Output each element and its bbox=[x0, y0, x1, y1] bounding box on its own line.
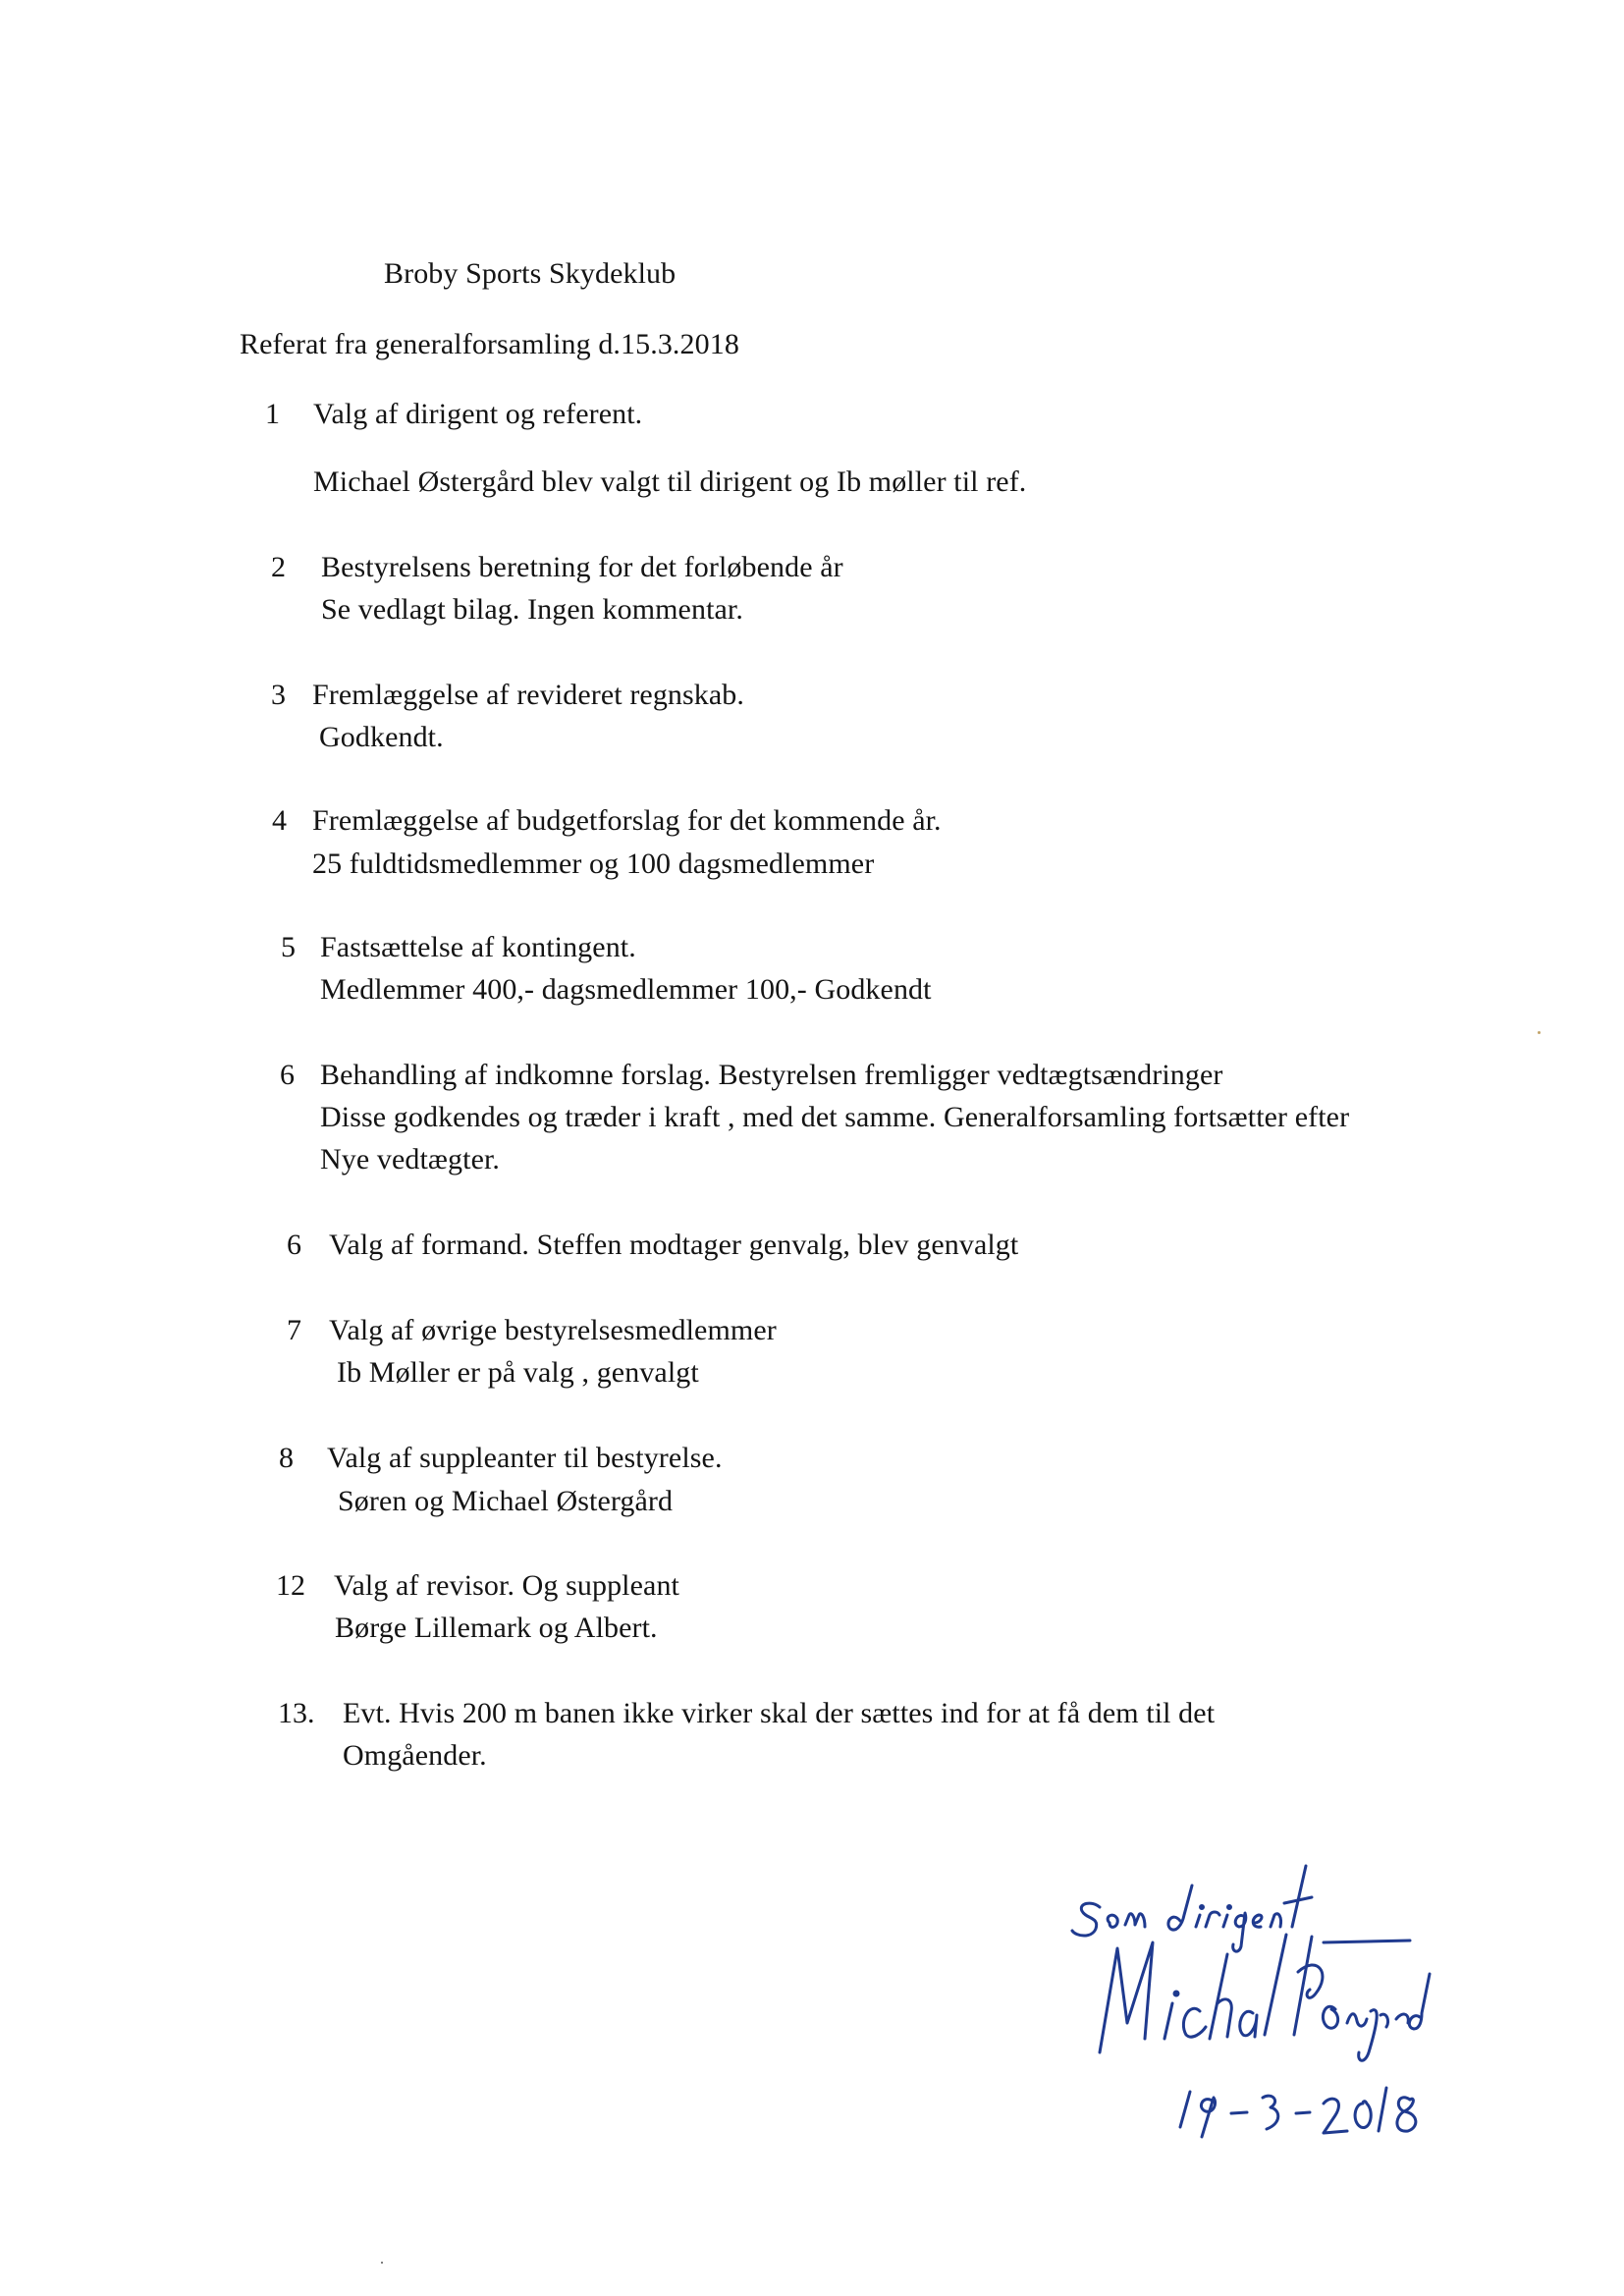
item-detail: Medlemmer 400,- dagsmedlemmer 100,- Godkendt bbox=[320, 973, 932, 1006]
item-number: 12 bbox=[276, 1569, 305, 1602]
item-heading: Fremlæggelse af budgetforslag for det kommende år. bbox=[312, 804, 942, 837]
item-detail: Godkendt. bbox=[319, 721, 444, 753]
item-number: 8 bbox=[279, 1442, 294, 1474]
item-number: 4 bbox=[272, 804, 287, 837]
item-number: 3 bbox=[271, 679, 286, 711]
item-number: 13. bbox=[278, 1697, 315, 1729]
item-number: 1 bbox=[265, 398, 280, 430]
item-heading: Behandling af indkomne forslag. Bestyrelsen fremligger vedtægtsændringer bbox=[320, 1059, 1223, 1091]
item-detail: Børge Lillemark og Albert. bbox=[335, 1612, 658, 1644]
item-heading: Valg af formand. Steffen modtager genvalg, blev genvalgt bbox=[329, 1229, 1019, 1261]
item-heading: Evt. Hvis 200 m banen ikke virker skal der sættes ind for at få dem til det bbox=[343, 1697, 1216, 1729]
item-number: 6 bbox=[280, 1059, 295, 1091]
item-detail: Søren og Michael Østergård bbox=[338, 1485, 674, 1517]
signature-ink bbox=[1070, 1846, 1492, 2141]
document-title: Referat fra generalforsamling d.15.3.2018 bbox=[240, 328, 739, 360]
item-heading: Valg af revisor. Og suppleant bbox=[334, 1569, 679, 1602]
item-detail: Se vedlagt bilag. Ingen kommentar. bbox=[321, 593, 743, 626]
item-number: 5 bbox=[281, 931, 296, 963]
item-number: 6 bbox=[287, 1229, 301, 1261]
item-heading: Valg af suppleanter til bestyrelse. bbox=[327, 1442, 723, 1474]
item-detail: Ib Møller er på valg , genvalgt bbox=[337, 1356, 699, 1389]
scan-speck bbox=[381, 2262, 383, 2264]
item-detail: Disse godkendes og træder i kraft , med det samme. Generalforsamling fortsætter efter bbox=[320, 1101, 1350, 1133]
item-detail: Omgåender. bbox=[343, 1739, 487, 1772]
item-number: 2 bbox=[271, 551, 286, 583]
item-heading: Bestyrelsens beretning for det forløbende år bbox=[321, 551, 843, 583]
item-heading: Valg af dirigent og referent. bbox=[313, 398, 643, 430]
item-detail: Michael Østergård blev valgt til dirigent og Ib møller til ref. bbox=[313, 465, 1027, 498]
item-heading: Fastsættelse af kontingent. bbox=[320, 931, 636, 963]
item-heading: Fremlæggelse af revideret regnskab. bbox=[312, 679, 745, 711]
item-detail: 25 fuldtidsmedlemmer og 100 dagsmedlemmer bbox=[312, 847, 875, 880]
club-name: Broby Sports Skydeklub bbox=[384, 257, 677, 290]
item-detail: Nye vedtægter. bbox=[320, 1143, 501, 1175]
handwritten-signature bbox=[1070, 1846, 1492, 2141]
item-number: 7 bbox=[287, 1314, 301, 1346]
scan-speck bbox=[1538, 1031, 1541, 1034]
item-heading: Valg af øvrige bestyrelsesmedlemmer bbox=[329, 1314, 777, 1346]
